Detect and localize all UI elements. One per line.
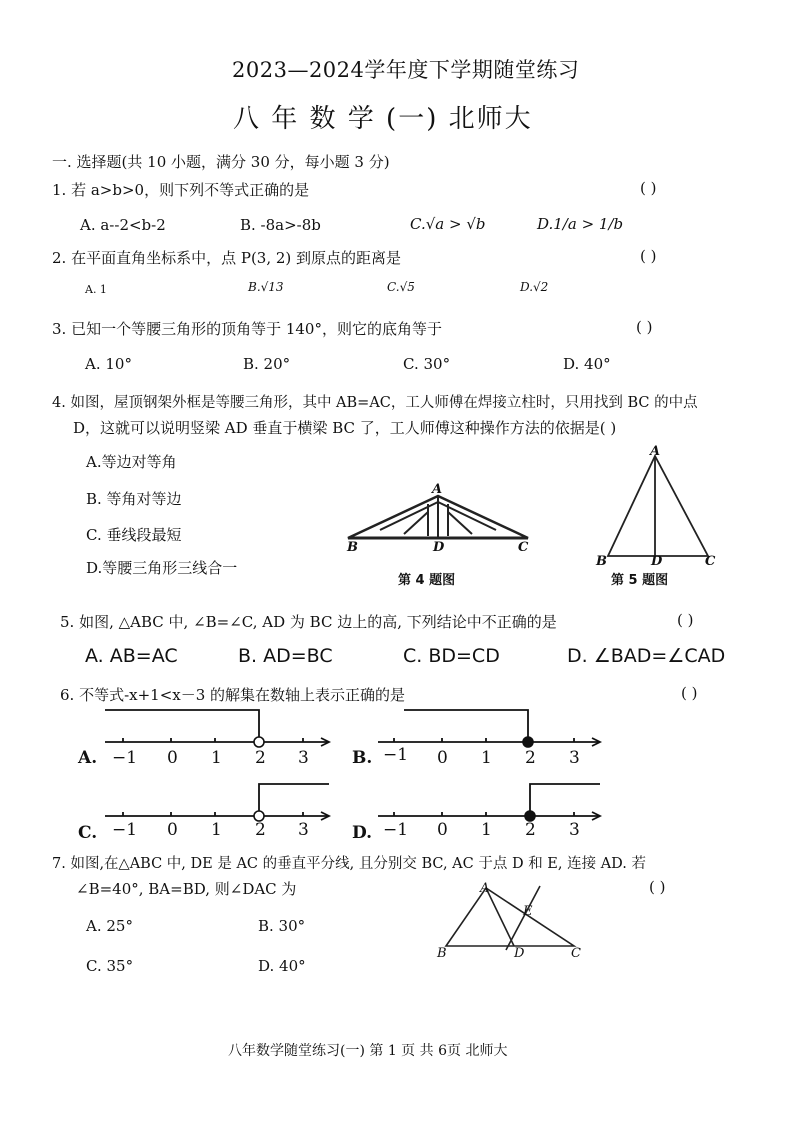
q1-option-c: C.√a > √b bbox=[410, 215, 486, 233]
q6-option-d-letter: D. bbox=[352, 823, 373, 843]
q6c-tick-0: 0 bbox=[167, 820, 178, 840]
q6b-tick-3: 3 bbox=[569, 748, 580, 768]
q6-stem: 6. 不等式-x+1<x－3 的解集在数轴上表示正确的是 bbox=[60, 686, 406, 704]
q6b-tick-2: 2 bbox=[525, 748, 536, 768]
q1-stem: 1. 若 a>b>0，则下列不等式正确的是 bbox=[52, 181, 310, 199]
q6a-tick-neg1: −1 bbox=[112, 748, 138, 768]
q6-number-line-d bbox=[378, 780, 606, 824]
fig7-label-a: A bbox=[480, 881, 490, 896]
q3-answer-paren: ( ) bbox=[636, 318, 653, 336]
q7-stem-line1: 7. 如图,在△ABC 中, DE 是 AC 的垂直平分线, 且分别交 BC, AC 于点 D 和 E, 连接 AD. 若 bbox=[52, 856, 647, 872]
q5-option-d: D. ∠BAD=∠CAD bbox=[567, 645, 726, 667]
q4-stem-line2: D，这就可以说明竖梁 AD 垂直于横梁 BC 了，工人师傅这种操作方法的依据是( ) bbox=[73, 419, 617, 437]
q6a-tick-0: 0 bbox=[167, 748, 178, 768]
fig5-label-c: C bbox=[705, 554, 716, 569]
q2-option-a: A. 1 bbox=[85, 283, 107, 296]
q3-stem: 3. 已知一个等腰三角形的顶角等于 140°，则它的底角等于 bbox=[52, 320, 442, 338]
q4-option-d: D.等腰三角形三线合一 bbox=[86, 559, 238, 577]
triangle-altitude-figure bbox=[600, 448, 720, 563]
q2-stem: 2. 在平面直角坐标系中，点 P(3, 2) 到原点的距离是 bbox=[52, 249, 402, 267]
q2-option-b: B.√13 bbox=[248, 280, 284, 294]
q4-stem-line1: 4. 如图，屋顶钢架外框是等腰三角形，其中 AB=AC，工人师傅在焊接立柱时，只用找到 BC 的中点 bbox=[52, 395, 698, 411]
fig7-label-d: D bbox=[514, 946, 525, 961]
q5-option-a: A. AB=AC bbox=[85, 645, 178, 667]
q1-option-a: A. a--2<b-2 bbox=[80, 216, 166, 234]
q6-number-line-c bbox=[105, 780, 335, 824]
fig7-label-e: E bbox=[523, 904, 533, 919]
q3-option-b: B. 20° bbox=[243, 355, 291, 373]
q4-option-a: A.等边对等角 bbox=[86, 453, 177, 471]
q7-option-d: D. 40° bbox=[258, 957, 306, 975]
q5-stem: 5. 如图, △ABC 中, ∠B=∠C, AD 为 BC 边上的高, 下列结论中不正确的是 bbox=[60, 613, 557, 631]
fig4-label-b: B bbox=[347, 540, 358, 555]
q6a-tick-1: 1 bbox=[211, 748, 222, 768]
q3-option-d: D. 40° bbox=[563, 355, 611, 373]
q7-stem-line2: ∠B=40°, BA=BD, 则∠DAC 为 bbox=[76, 880, 297, 898]
q2-answer-paren: ( ) bbox=[640, 247, 657, 265]
q2-option-d: D.√2 bbox=[520, 280, 549, 294]
q3-option-c: C. 30° bbox=[403, 355, 451, 373]
q4-option-b: B. 等角对等边 bbox=[86, 490, 182, 508]
q5-answer-paren: ( ) bbox=[677, 611, 694, 629]
q6d-tick-neg1: −1 bbox=[383, 820, 409, 840]
exam-subtitle: 八 年 数 学 (一) 北师大 bbox=[233, 104, 533, 134]
q1-option-d: D.1/a > 1/b bbox=[537, 215, 624, 233]
fig4-label-c: C bbox=[518, 540, 529, 555]
q6-number-line-a bbox=[105, 706, 335, 750]
q6d-tick-1: 1 bbox=[481, 820, 492, 840]
q2-option-c: C.√5 bbox=[387, 280, 415, 294]
q7-option-c: C. 35° bbox=[86, 957, 134, 975]
q6a-tick-3: 3 bbox=[298, 748, 309, 768]
q6b-tick-0: 0 bbox=[437, 748, 448, 768]
q7-option-a: A. 25° bbox=[86, 917, 133, 935]
page-footer: 八年数学随堂练习(一) 第 1 页 共 6页 北师大 bbox=[228, 1043, 508, 1059]
fig4-label-d: D bbox=[433, 540, 445, 555]
q6c-tick-3: 3 bbox=[298, 820, 309, 840]
q3-option-a: A. 10° bbox=[85, 355, 132, 373]
fig7-label-b: B bbox=[437, 946, 447, 961]
q1-option-b: B. -8a>-8b bbox=[240, 216, 321, 234]
q6-option-a-letter: A. bbox=[78, 748, 98, 768]
q6d-tick-0: 0 bbox=[437, 820, 448, 840]
q6-answer-paren: ( ) bbox=[681, 684, 698, 702]
q6d-tick-2: 2 bbox=[525, 820, 536, 840]
fig4-label-a: A bbox=[432, 482, 443, 497]
q5-option-c: C. BD=CD bbox=[403, 645, 500, 667]
fig5-label-d: D bbox=[651, 554, 663, 569]
exam-title: 2023—2024学年度下学期随堂练习 bbox=[232, 58, 580, 82]
q6c-tick-2: 2 bbox=[255, 820, 266, 840]
section-heading: 一. 选择题(共 10 小题，满分 30 分，每小题 3 分) bbox=[52, 153, 390, 171]
fig5-label-b: B bbox=[596, 554, 607, 569]
q6b-tick-neg1: −1 bbox=[383, 745, 409, 765]
fig7-label-c: C bbox=[571, 946, 581, 961]
q6a-tick-2: 2 bbox=[255, 748, 266, 768]
q5-option-b: B. AD=BC bbox=[238, 645, 333, 667]
fig4-caption: 第 4 题图 bbox=[398, 573, 456, 588]
q6-option-b-letter: B. bbox=[352, 748, 373, 768]
q6d-tick-3: 3 bbox=[569, 820, 580, 840]
fig5-caption: 第 5 题图 bbox=[611, 573, 669, 588]
q6-number-line-b bbox=[378, 706, 606, 750]
q7-answer-paren: ( ) bbox=[649, 878, 666, 896]
q1-answer-paren: ( ) bbox=[640, 179, 657, 197]
q6c-tick-1: 1 bbox=[211, 820, 222, 840]
fig5-label-a: A bbox=[650, 444, 661, 459]
perpendicular-bisector-figure bbox=[436, 880, 586, 952]
q6c-tick-neg1: −1 bbox=[112, 820, 138, 840]
q7-option-b: B. 30° bbox=[258, 917, 306, 935]
q6-option-c-letter: C. bbox=[78, 823, 98, 843]
q6b-tick-1: 1 bbox=[481, 748, 492, 768]
q4-option-c: C. 垂线段最短 bbox=[86, 526, 182, 544]
